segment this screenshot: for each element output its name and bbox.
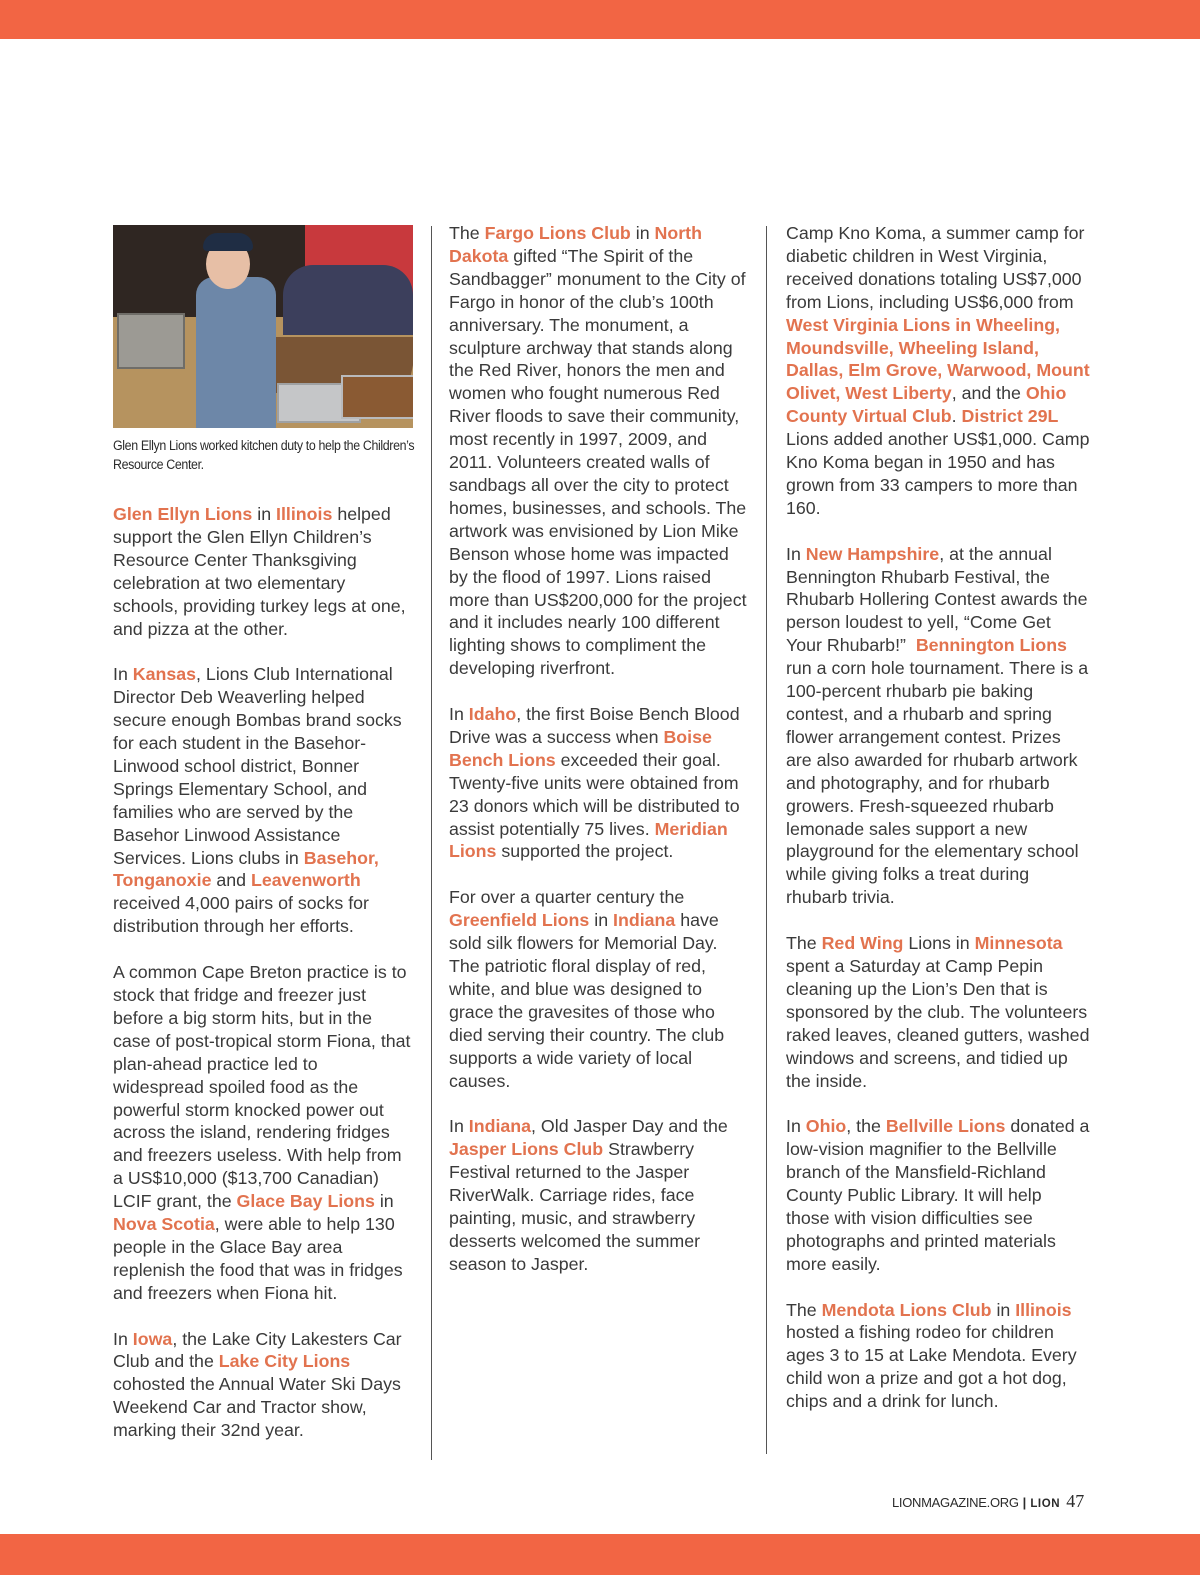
club-name: Jasper Lions Club xyxy=(449,1139,604,1160)
story-greenfield: For over a quarter century the Greenfield Lions in Indiana have sold silk flowers for Memorial Day. The patriotic floral display of red, white, and blue was designed to grace the gravesites of those who died serving their country. The club supports a wide variety of local causes. xyxy=(449,887,725,1091)
footer-magazine: LION xyxy=(1030,1498,1061,1510)
club-name: Ohio County Virtual Club xyxy=(786,383,1067,427)
footer-site: LIONMAGAZINE.ORG xyxy=(892,1495,1019,1510)
club-name: Glen Ellyn Lions xyxy=(113,504,253,524)
club-name: Bellville Lions xyxy=(885,1116,1006,1137)
district-name: District 29L xyxy=(961,406,1059,427)
column-divider xyxy=(766,226,767,1454)
club-name: West Virginia Lions in Wheeling, Moundsville, Wheeling Island, Dallas, Elm Grove, Warwood, Mount Olivet, West Liberty xyxy=(786,314,1090,404)
top-accent-bar xyxy=(0,0,1200,39)
club-name: Basehor, Tonganoxie xyxy=(113,847,379,891)
state-name: Ohio xyxy=(805,1116,847,1137)
photo-caption: Glen Ellyn Lions worked kitchen duty to help the Children’s Resource Center. xyxy=(113,438,415,472)
state-name: Idaho xyxy=(468,704,517,725)
footer-separator: | xyxy=(1022,1495,1027,1510)
club-name: Bennington Lions xyxy=(915,635,1067,656)
story-jasper: In Indiana, Old Jasper Day and the Jasper Lions Club Strawberry Festival returned to the Jasper RiverWalk. Carriage rides, face painting, music, and strawberry desserts welcomed the summer season to Jasper. xyxy=(449,1116,728,1274)
club-name: Mendota Lions Club xyxy=(821,1299,992,1320)
club-name: Glace Bay Lions xyxy=(236,1191,375,1212)
state-name: Indiana xyxy=(468,1116,532,1137)
story-idaho: In Idaho, the first Boise Bench Blood Drive was a success when Boise Bench Lions exceeded their goal. Twenty-five units were obtained from 23 donors which will be distributed to assist potentially 75 lives. Meridian Lions supported the project. xyxy=(449,704,740,862)
club-name: Greenfield Lions xyxy=(449,910,590,931)
story-glen-ellyn: Glen Ellyn Lions in Illinois helped support the Glen Ellyn Children’s Resource Center Thanksgiving celebration at two elementary schools, providing turkey legs at one, and pizza at the other. xyxy=(113,504,406,639)
story-iowa: In Iowa, the Lake City Lakesters Car Club and the Lake City Lions cohosted the Annual Water Ski Days Weekend Car and Tractor show, marking their 32nd year. xyxy=(113,1328,402,1441)
state-name: Iowa xyxy=(132,1328,173,1349)
story-new-hampshire: In New Hampshire, at the annual Bennington Rhubarb Festival, the Rhubarb Hollering Contest awards the person loudest to yell, “Come Get Your Rhubarb!” Bennington Lions run a corn hole tournament. There is a 100-percent rhubarb pie baking contest, and a rhubarb and spring flower arrangement contest. Prizes are also awarded for rhubarb artwork and photography, and for rhubarb growers. Fresh-squeezed rhubarb lemonade sales support a new playground for the elementary school while giving folks a treat during rhubarb trivia. xyxy=(786,543,1093,908)
bottom-accent-bar xyxy=(0,1534,1200,1575)
story-fargo: The Fargo Lions Club in North Dakota gifted “The Spirit of the Sandbagger” monument to the City of Fargo in honor of the club’s 100th anniversary. The monument, a sculpture archway that stands along the Red River, honors the men and women who fought numerous Red River floods to save their community, most recently in 1997, 2009, and 2011. Volunteers created walls of sandbags all over the city to protect homes, businesses, and schools. The artwork was envisioned by Lion Mike Benson whose home was impacted by the flood of 1997. Lions raised more than US$200,000 for the project and it includes nearly 100 different lighting shows to compliment the developing riverfront. xyxy=(449,223,747,679)
club-name: Red Wing xyxy=(821,933,904,954)
story-glace-bay: A common Cape Breton practice is to stock that fridge and freezer just before a big storm hits, but in the case of post-tropical storm Fiona, that plan-ahead practice led to widespread spoiled food as the powerful storm knocked power out across the island, rendering fridges and freezers useless. With help from a US$10,000 ($13,700 Canadian) LCIF grant, the Glace Bay Lions in Nova Scotia, were able to help 130 people in the Glace Bay area replenish the food that was in fridges and freezers when Fiona hit. xyxy=(113,962,411,1303)
page-footer xyxy=(892,1491,1122,1512)
state-name: Illinois xyxy=(276,504,333,524)
state-name: Kansas xyxy=(132,664,197,685)
state-name: North Dakota xyxy=(449,223,702,266)
story-bellville: In Ohio, the Bellville Lions donated a low-vision magnifier to the Bellville branch of the Mansfield-Richland County Public Library. It will help those with vision difficulties see photographs and printed materials more easily. xyxy=(786,1116,1090,1274)
state-name: Minnesota xyxy=(974,933,1063,954)
story-red-wing: The Red Wing Lions in Minnesota spent a Saturday at Camp Pepin cleaning up the Lion’s Den that is sponsored by the club. The volunteers raked leaves, cleaned gutters, washed windows and screens, and tidied up the inside. xyxy=(786,933,1090,1091)
club-name: Meridian Lions xyxy=(449,818,728,862)
club-name: Leavenworth xyxy=(251,870,361,891)
page-number: 47 xyxy=(1066,1491,1085,1511)
story-kansas: In Kansas, Lions Club International Director Deb Weaverling helped secure enough Bombas brand socks for each student in the Basehor-Linwood school district, Bonner Springs Elementary School, and families who are served by the Basehor Linwood Assistance Services. Lions clubs in Basehor, Tonganoxie and Leavenworth received 4,000 pairs of socks for distribution through her efforts. xyxy=(113,664,402,937)
column-1 xyxy=(113,222,413,1442)
state-name: New Hampshire xyxy=(805,543,940,564)
club-name: Lake City Lions xyxy=(218,1351,351,1372)
state-name: Illinois xyxy=(1015,1299,1072,1320)
story-camp-kno-koma: Camp Kno Koma, a summer camp for diabetic children in West Virginia, received donations totaling US$7,000 from Lions, including US$6,000 from West Virginia Lions in Wheeling, Moundsville, Wheeling Island, Dallas, Elm Grove, Warwood, Mount Olivet, West Liberty, and the Ohio County Virtual Club. District 29L Lions added another US$1,000. Camp Kno Koma began in 1950 and has grown from 33 campers to more than 160. xyxy=(786,223,1090,518)
state-name: Indiana xyxy=(613,910,676,931)
column-divider xyxy=(431,226,432,1460)
column-2 xyxy=(449,222,751,1276)
club-name: Boise Bench Lions xyxy=(449,726,712,770)
province-name: Nova Scotia xyxy=(113,1214,215,1235)
story-mendota: The Mendota Lions Club in Illinois hosted a fishing rodeo for children ages 3 to 15 at Lake Mendota. Every child won a prize and got a hot dog, chips and a drink for lunch. xyxy=(786,1299,1077,1412)
column-3 xyxy=(786,222,1093,1413)
photo-glen-ellyn-kitchen xyxy=(113,225,413,428)
club-name: Fargo Lions Club xyxy=(484,223,631,243)
